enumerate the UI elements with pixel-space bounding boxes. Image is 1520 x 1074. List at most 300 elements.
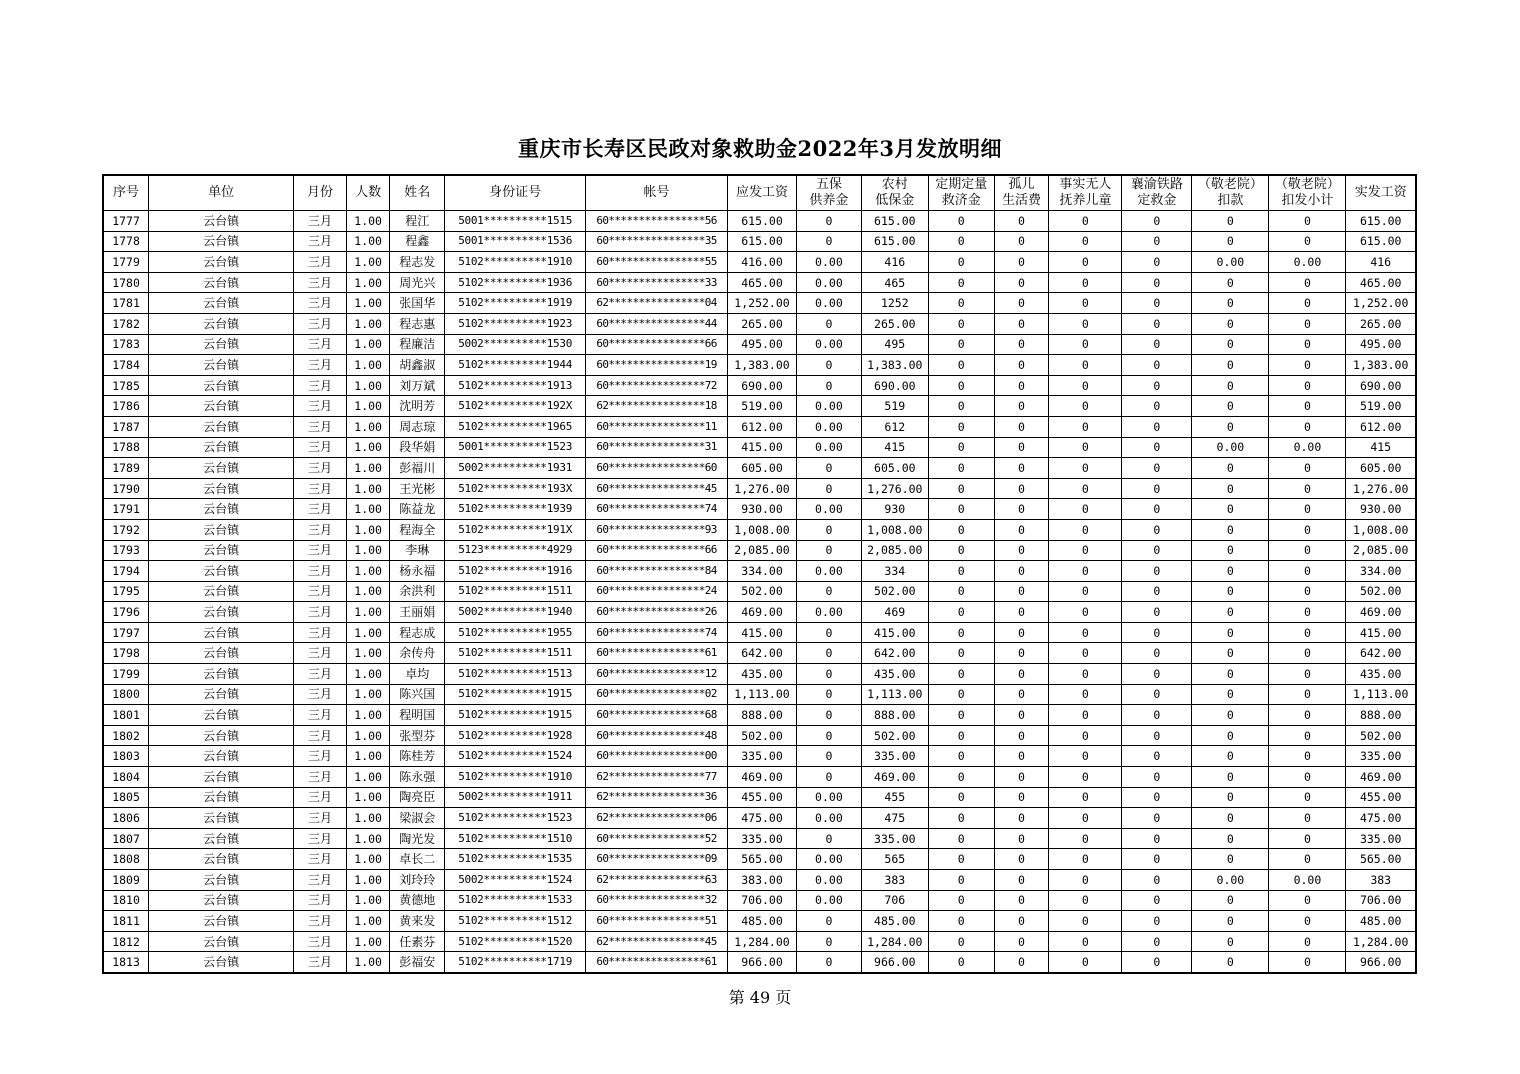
cell-payable: 334.00	[728, 561, 797, 582]
cell-orphan: 0	[994, 808, 1049, 829]
cell-wubao: 0	[796, 828, 861, 849]
cell-id-number: 5001**********1523	[445, 437, 586, 458]
table-row	[103, 931, 1416, 952]
cell-actual-pay: 455.00	[1346, 787, 1416, 808]
cell-deduction-subtotal: 0	[1269, 313, 1346, 334]
column-header-unit: 单位	[149, 175, 294, 211]
cell-name: 黄德地	[390, 890, 445, 911]
page-number: 第 49 页	[728, 988, 792, 1007]
cell-name: 段华娟	[390, 437, 445, 458]
column-header-deduction-subtotal: （敬老院） 扣发小计	[1269, 175, 1346, 211]
cell-unit: 云台镇	[149, 643, 294, 664]
cell-name: 周光兴	[390, 272, 445, 293]
cell-id-number: 5102**********1520	[445, 931, 586, 952]
cell-unit: 云台镇	[149, 828, 294, 849]
cell-month: 三月	[294, 231, 347, 252]
cell-deduction: 0	[1192, 581, 1269, 602]
cell-name: 王光彬	[390, 478, 445, 499]
cell-unit: 云台镇	[149, 849, 294, 870]
cell-wubao: 0	[796, 664, 861, 685]
cell-unsupported-child: 0	[1049, 705, 1122, 726]
cell-unsupported-child: 0	[1049, 581, 1122, 602]
cell-payable: 1,284.00	[728, 931, 797, 952]
cell-deduction: 0	[1192, 890, 1269, 911]
column-header-seq: 序号	[103, 175, 149, 211]
cell-month: 三月	[294, 478, 347, 499]
cell-dibao: 335.00	[861, 828, 928, 849]
cell-actual-pay: 2,085.00	[1346, 540, 1416, 561]
cell-id-number: 5102**********1955	[445, 622, 586, 643]
cell-count: 1.00	[346, 334, 390, 355]
cell-railway: 0	[1122, 931, 1192, 952]
cell-unsupported-child: 0	[1049, 664, 1122, 685]
cell-regular-relief: 0	[928, 540, 994, 561]
cell-unit: 云台镇	[149, 396, 294, 417]
cell-id-number: 5002**********1530	[445, 334, 586, 355]
cell-id-number: 5102**********1511	[445, 581, 586, 602]
column-header-account: 帐号	[586, 175, 728, 211]
table-row	[103, 808, 1416, 829]
cell-regular-relief: 0	[928, 622, 994, 643]
cell-deduction-subtotal: 0	[1269, 334, 1346, 355]
cell-seq: 1793	[103, 540, 149, 561]
cell-railway: 0	[1122, 725, 1192, 746]
cell-month: 三月	[294, 211, 347, 232]
cell-railway: 0	[1122, 890, 1192, 911]
cell-name: 卓长二	[390, 849, 445, 870]
cell-deduction: 0	[1192, 211, 1269, 232]
cell-regular-relief: 0	[928, 664, 994, 685]
cell-deduction: 0	[1192, 272, 1269, 293]
cell-payable: 475.00	[728, 808, 797, 829]
cell-regular-relief: 0	[928, 828, 994, 849]
table-row	[103, 561, 1416, 582]
cell-unit: 云台镇	[149, 890, 294, 911]
cell-payable: 1,276.00	[728, 478, 797, 499]
cell-month: 三月	[294, 581, 347, 602]
cell-wubao: 0.00	[796, 870, 861, 891]
cell-unit: 云台镇	[149, 870, 294, 891]
cell-orphan: 0	[994, 849, 1049, 870]
cell-name: 陈永强	[390, 767, 445, 788]
cell-unit: 云台镇	[149, 416, 294, 437]
cell-actual-pay: 265.00	[1346, 313, 1416, 334]
cell-wubao: 0	[796, 540, 861, 561]
cell-unit: 云台镇	[149, 767, 294, 788]
cell-railway: 0	[1122, 808, 1192, 829]
cell-regular-relief: 0	[928, 313, 994, 334]
cell-id-number: 5102**********1910	[445, 252, 586, 273]
cell-wubao: 0.00	[796, 890, 861, 911]
cell-name: 程江	[390, 211, 445, 232]
cell-account: 60****************84	[586, 561, 728, 582]
table-row	[103, 396, 1416, 417]
cell-payable: 605.00	[728, 458, 797, 479]
cell-count: 1.00	[346, 828, 390, 849]
cell-seq: 1808	[103, 849, 149, 870]
cell-regular-relief: 0	[928, 375, 994, 396]
cell-seq: 1784	[103, 355, 149, 376]
cell-unsupported-child: 0	[1049, 890, 1122, 911]
cell-orphan: 0	[994, 478, 1049, 499]
cell-name: 张国华	[390, 293, 445, 314]
table-header-row	[103, 175, 1416, 211]
cell-unsupported-child: 0	[1049, 499, 1122, 520]
cell-railway: 0	[1122, 375, 1192, 396]
cell-unsupported-child: 0	[1049, 293, 1122, 314]
cell-railway: 0	[1122, 705, 1192, 726]
cell-month: 三月	[294, 911, 347, 932]
cell-deduction-subtotal: 0	[1269, 375, 1346, 396]
cell-deduction-subtotal: 0	[1269, 211, 1346, 232]
cell-unsupported-child: 0	[1049, 334, 1122, 355]
cell-payable: 1,252.00	[728, 293, 797, 314]
cell-regular-relief: 0	[928, 231, 994, 252]
cell-regular-relief: 0	[928, 396, 994, 417]
cell-month: 三月	[294, 313, 347, 334]
cell-seq: 1791	[103, 499, 149, 520]
cell-orphan: 0	[994, 519, 1049, 540]
cell-count: 1.00	[346, 437, 390, 458]
cell-seq: 1781	[103, 293, 149, 314]
cell-seq: 1790	[103, 478, 149, 499]
cell-month: 三月	[294, 396, 347, 417]
column-header-count: 人数	[346, 175, 390, 211]
cell-unit: 云台镇	[149, 952, 294, 973]
cell-railway: 0	[1122, 870, 1192, 891]
cell-deduction-subtotal: 0	[1269, 746, 1346, 767]
cell-orphan: 0	[994, 540, 1049, 561]
cell-seq: 1804	[103, 767, 149, 788]
cell-deduction: 0	[1192, 952, 1269, 973]
cell-orphan: 0	[994, 911, 1049, 932]
column-header-deduction: （敬老院） 扣款	[1192, 175, 1269, 211]
cell-deduction-subtotal: 0	[1269, 684, 1346, 705]
cell-dibao: 888.00	[861, 705, 928, 726]
cell-dibao: 469.00	[861, 767, 928, 788]
cell-deduction-subtotal: 0	[1269, 725, 1346, 746]
table-row	[103, 746, 1416, 767]
cell-unit: 云台镇	[149, 581, 294, 602]
cell-dibao: 485.00	[861, 911, 928, 932]
cell-payable: 495.00	[728, 334, 797, 355]
cell-deduction-subtotal: 0	[1269, 519, 1346, 540]
cell-deduction: 0	[1192, 643, 1269, 664]
cell-deduction-subtotal: 0.00	[1269, 870, 1346, 891]
cell-dibao: 615.00	[861, 211, 928, 232]
cell-railway: 0	[1122, 437, 1192, 458]
cell-wubao: 0	[796, 746, 861, 767]
cell-deduction: 0	[1192, 602, 1269, 623]
cell-unsupported-child: 0	[1049, 952, 1122, 973]
cell-actual-pay: 495.00	[1346, 334, 1416, 355]
cell-deduction-subtotal: 0	[1269, 396, 1346, 417]
cell-id-number: 5001**********1515	[445, 211, 586, 232]
cell-seq: 1805	[103, 787, 149, 808]
cell-id-number: 5102**********1939	[445, 499, 586, 520]
cell-id-number: 5102**********1915	[445, 705, 586, 726]
cell-dibao: 495	[861, 334, 928, 355]
cell-month: 三月	[294, 849, 347, 870]
cell-deduction: 0	[1192, 808, 1269, 829]
cell-railway: 0	[1122, 252, 1192, 273]
cell-deduction: 0	[1192, 849, 1269, 870]
cell-id-number: 5102**********1913	[445, 375, 586, 396]
cell-actual-pay: 502.00	[1346, 725, 1416, 746]
relief-payment-table	[102, 174, 1417, 974]
cell-dibao: 502.00	[861, 725, 928, 746]
cell-id-number: 5102**********191X	[445, 519, 586, 540]
table-row	[103, 643, 1416, 664]
cell-count: 1.00	[346, 664, 390, 685]
cell-actual-pay: 335.00	[1346, 828, 1416, 849]
cell-deduction-subtotal: 0	[1269, 458, 1346, 479]
table-row	[103, 705, 1416, 726]
cell-actual-pay: 930.00	[1346, 499, 1416, 520]
cell-account: 60****************93	[586, 519, 728, 540]
cell-payable: 455.00	[728, 787, 797, 808]
cell-wubao: 0.00	[796, 499, 861, 520]
cell-unsupported-child: 0	[1049, 231, 1122, 252]
cell-orphan: 0	[994, 931, 1049, 952]
cell-seq: 1795	[103, 581, 149, 602]
cell-payable: 435.00	[728, 664, 797, 685]
cell-unsupported-child: 0	[1049, 272, 1122, 293]
cell-month: 三月	[294, 622, 347, 643]
cell-wubao: 0	[796, 478, 861, 499]
cell-wubao: 0	[796, 313, 861, 334]
cell-seq: 1796	[103, 602, 149, 623]
cell-actual-pay: 502.00	[1346, 581, 1416, 602]
cell-payable: 265.00	[728, 313, 797, 334]
cell-unit: 云台镇	[149, 931, 294, 952]
cell-count: 1.00	[346, 643, 390, 664]
cell-railway: 0	[1122, 272, 1192, 293]
cell-account: 62****************36	[586, 787, 728, 808]
cell-unit: 云台镇	[149, 334, 294, 355]
cell-railway: 0	[1122, 684, 1192, 705]
cell-actual-pay: 465.00	[1346, 272, 1416, 293]
cell-unit: 云台镇	[149, 787, 294, 808]
cell-orphan: 0	[994, 952, 1049, 973]
cell-railway: 0	[1122, 231, 1192, 252]
cell-orphan: 0	[994, 272, 1049, 293]
cell-regular-relief: 0	[928, 437, 994, 458]
cell-deduction: 0	[1192, 231, 1269, 252]
cell-seq: 1779	[103, 252, 149, 273]
table-row	[103, 870, 1416, 891]
cell-seq: 1785	[103, 375, 149, 396]
table-row	[103, 828, 1416, 849]
cell-account: 60****************66	[586, 540, 728, 561]
cell-deduction: 0	[1192, 416, 1269, 437]
cell-count: 1.00	[346, 272, 390, 293]
cell-account: 60****************26	[586, 602, 728, 623]
cell-dibao: 612	[861, 416, 928, 437]
cell-orphan: 0	[994, 499, 1049, 520]
cell-dibao: 706	[861, 890, 928, 911]
cell-unsupported-child: 0	[1049, 684, 1122, 705]
cell-name: 李琳	[390, 540, 445, 561]
cell-seq: 1786	[103, 396, 149, 417]
cell-deduction-subtotal: 0	[1269, 499, 1346, 520]
cell-account: 60****************32	[586, 890, 728, 911]
table-row	[103, 252, 1416, 273]
cell-orphan: 0	[994, 355, 1049, 376]
cell-wubao: 0	[796, 581, 861, 602]
cell-count: 1.00	[346, 870, 390, 891]
cell-account: 60****************56	[586, 211, 728, 232]
cell-actual-pay: 469.00	[1346, 767, 1416, 788]
cell-dibao: 415.00	[861, 622, 928, 643]
cell-wubao: 0.00	[796, 808, 861, 829]
cell-id-number: 5102**********1510	[445, 828, 586, 849]
cell-payable: 469.00	[728, 767, 797, 788]
cell-unsupported-child: 0	[1049, 622, 1122, 643]
cell-deduction-subtotal: 0	[1269, 931, 1346, 952]
cell-dibao: 416	[861, 252, 928, 273]
page-title: 重庆市长寿区民政对象救助金2022年3月发放明细	[517, 136, 1003, 161]
cell-count: 1.00	[346, 808, 390, 829]
cell-dibao: 465	[861, 272, 928, 293]
cell-unsupported-child: 0	[1049, 437, 1122, 458]
cell-actual-pay: 1,113.00	[1346, 684, 1416, 705]
table-row	[103, 540, 1416, 561]
cell-id-number: 5002**********1911	[445, 787, 586, 808]
cell-id-number: 5102**********1511	[445, 643, 586, 664]
cell-id-number: 5102**********1512	[445, 911, 586, 932]
cell-orphan: 0	[994, 396, 1049, 417]
cell-month: 三月	[294, 293, 347, 314]
cell-account: 60****************74	[586, 622, 728, 643]
cell-deduction: 0	[1192, 334, 1269, 355]
cell-actual-pay: 1,276.00	[1346, 478, 1416, 499]
cell-month: 三月	[294, 416, 347, 437]
cell-deduction: 0	[1192, 725, 1269, 746]
cell-wubao: 0	[796, 767, 861, 788]
cell-dibao: 502.00	[861, 581, 928, 602]
cell-railway: 0	[1122, 334, 1192, 355]
cell-month: 三月	[294, 375, 347, 396]
cell-actual-pay: 519.00	[1346, 396, 1416, 417]
table-row	[103, 581, 1416, 602]
cell-id-number: 5102**********1928	[445, 725, 586, 746]
cell-orphan: 0	[994, 725, 1049, 746]
cell-id-number: 5102**********1523	[445, 808, 586, 829]
cell-account: 60****************60	[586, 458, 728, 479]
cell-seq: 1794	[103, 561, 149, 582]
cell-name: 任素芬	[390, 931, 445, 952]
cell-unsupported-child: 0	[1049, 375, 1122, 396]
cell-count: 1.00	[346, 725, 390, 746]
cell-seq: 1806	[103, 808, 149, 829]
cell-deduction-subtotal: 0	[1269, 808, 1346, 829]
cell-unsupported-child: 0	[1049, 211, 1122, 232]
table-row	[103, 334, 1416, 355]
cell-dibao: 415	[861, 437, 928, 458]
cell-regular-relief: 0	[928, 684, 994, 705]
cell-payable: 519.00	[728, 396, 797, 417]
cell-regular-relief: 0	[928, 849, 994, 870]
cell-count: 1.00	[346, 602, 390, 623]
cell-unit: 云台镇	[149, 313, 294, 334]
column-header-id-number: 身份证号	[445, 175, 586, 211]
cell-payable: 615.00	[728, 211, 797, 232]
cell-unsupported-child: 0	[1049, 870, 1122, 891]
cell-count: 1.00	[346, 849, 390, 870]
cell-actual-pay: 335.00	[1346, 746, 1416, 767]
cell-orphan: 0	[994, 581, 1049, 602]
cell-account: 62****************45	[586, 931, 728, 952]
cell-deduction: 0	[1192, 293, 1269, 314]
cell-deduction: 0.00	[1192, 870, 1269, 891]
column-header-dibao: 农村 低保金	[861, 175, 928, 211]
cell-count: 1.00	[346, 519, 390, 540]
cell-deduction-subtotal: 0	[1269, 478, 1346, 499]
cell-seq: 1792	[103, 519, 149, 540]
cell-actual-pay: 605.00	[1346, 458, 1416, 479]
cell-payable: 1,113.00	[728, 684, 797, 705]
cell-railway: 0	[1122, 355, 1192, 376]
cell-account: 60****************66	[586, 334, 728, 355]
cell-account: 60****************48	[586, 725, 728, 746]
cell-deduction: 0	[1192, 767, 1269, 788]
cell-count: 1.00	[346, 499, 390, 520]
cell-wubao: 0	[796, 684, 861, 705]
cell-name: 程志发	[390, 252, 445, 273]
cell-dibao: 2,085.00	[861, 540, 928, 561]
cell-deduction-subtotal: 0	[1269, 664, 1346, 685]
cell-name: 梁淑会	[390, 808, 445, 829]
cell-regular-relief: 0	[928, 911, 994, 932]
cell-wubao: 0	[796, 931, 861, 952]
cell-wubao: 0	[796, 375, 861, 396]
cell-seq: 1799	[103, 664, 149, 685]
cell-count: 1.00	[346, 211, 390, 232]
cell-unsupported-child: 0	[1049, 519, 1122, 540]
cell-count: 1.00	[346, 231, 390, 252]
cell-name: 杨永福	[390, 561, 445, 582]
cell-wubao: 0.00	[796, 602, 861, 623]
column-header-name: 姓名	[390, 175, 445, 211]
cell-unit: 云台镇	[149, 602, 294, 623]
cell-id-number: 5102**********1535	[445, 849, 586, 870]
cell-count: 1.00	[346, 416, 390, 437]
cell-name: 周志琼	[390, 416, 445, 437]
cell-seq: 1778	[103, 231, 149, 252]
cell-orphan: 0	[994, 252, 1049, 273]
cell-deduction: 0	[1192, 540, 1269, 561]
cell-payable: 415.00	[728, 622, 797, 643]
cell-railway: 0	[1122, 602, 1192, 623]
cell-actual-pay: 415	[1346, 437, 1416, 458]
cell-dibao: 469	[861, 602, 928, 623]
cell-deduction-subtotal: 0	[1269, 416, 1346, 437]
cell-deduction-subtotal: 0	[1269, 272, 1346, 293]
column-header-month: 月份	[294, 175, 347, 211]
cell-name: 陈桂芳	[390, 746, 445, 767]
cell-count: 1.00	[346, 355, 390, 376]
cell-unsupported-child: 0	[1049, 396, 1122, 417]
cell-deduction-subtotal: 0	[1269, 540, 1346, 561]
cell-unsupported-child: 0	[1049, 725, 1122, 746]
cell-unsupported-child: 0	[1049, 416, 1122, 437]
cell-id-number: 5102**********1944	[445, 355, 586, 376]
cell-deduction: 0	[1192, 911, 1269, 932]
cell-seq: 1798	[103, 643, 149, 664]
cell-month: 三月	[294, 931, 347, 952]
cell-regular-relief: 0	[928, 334, 994, 355]
